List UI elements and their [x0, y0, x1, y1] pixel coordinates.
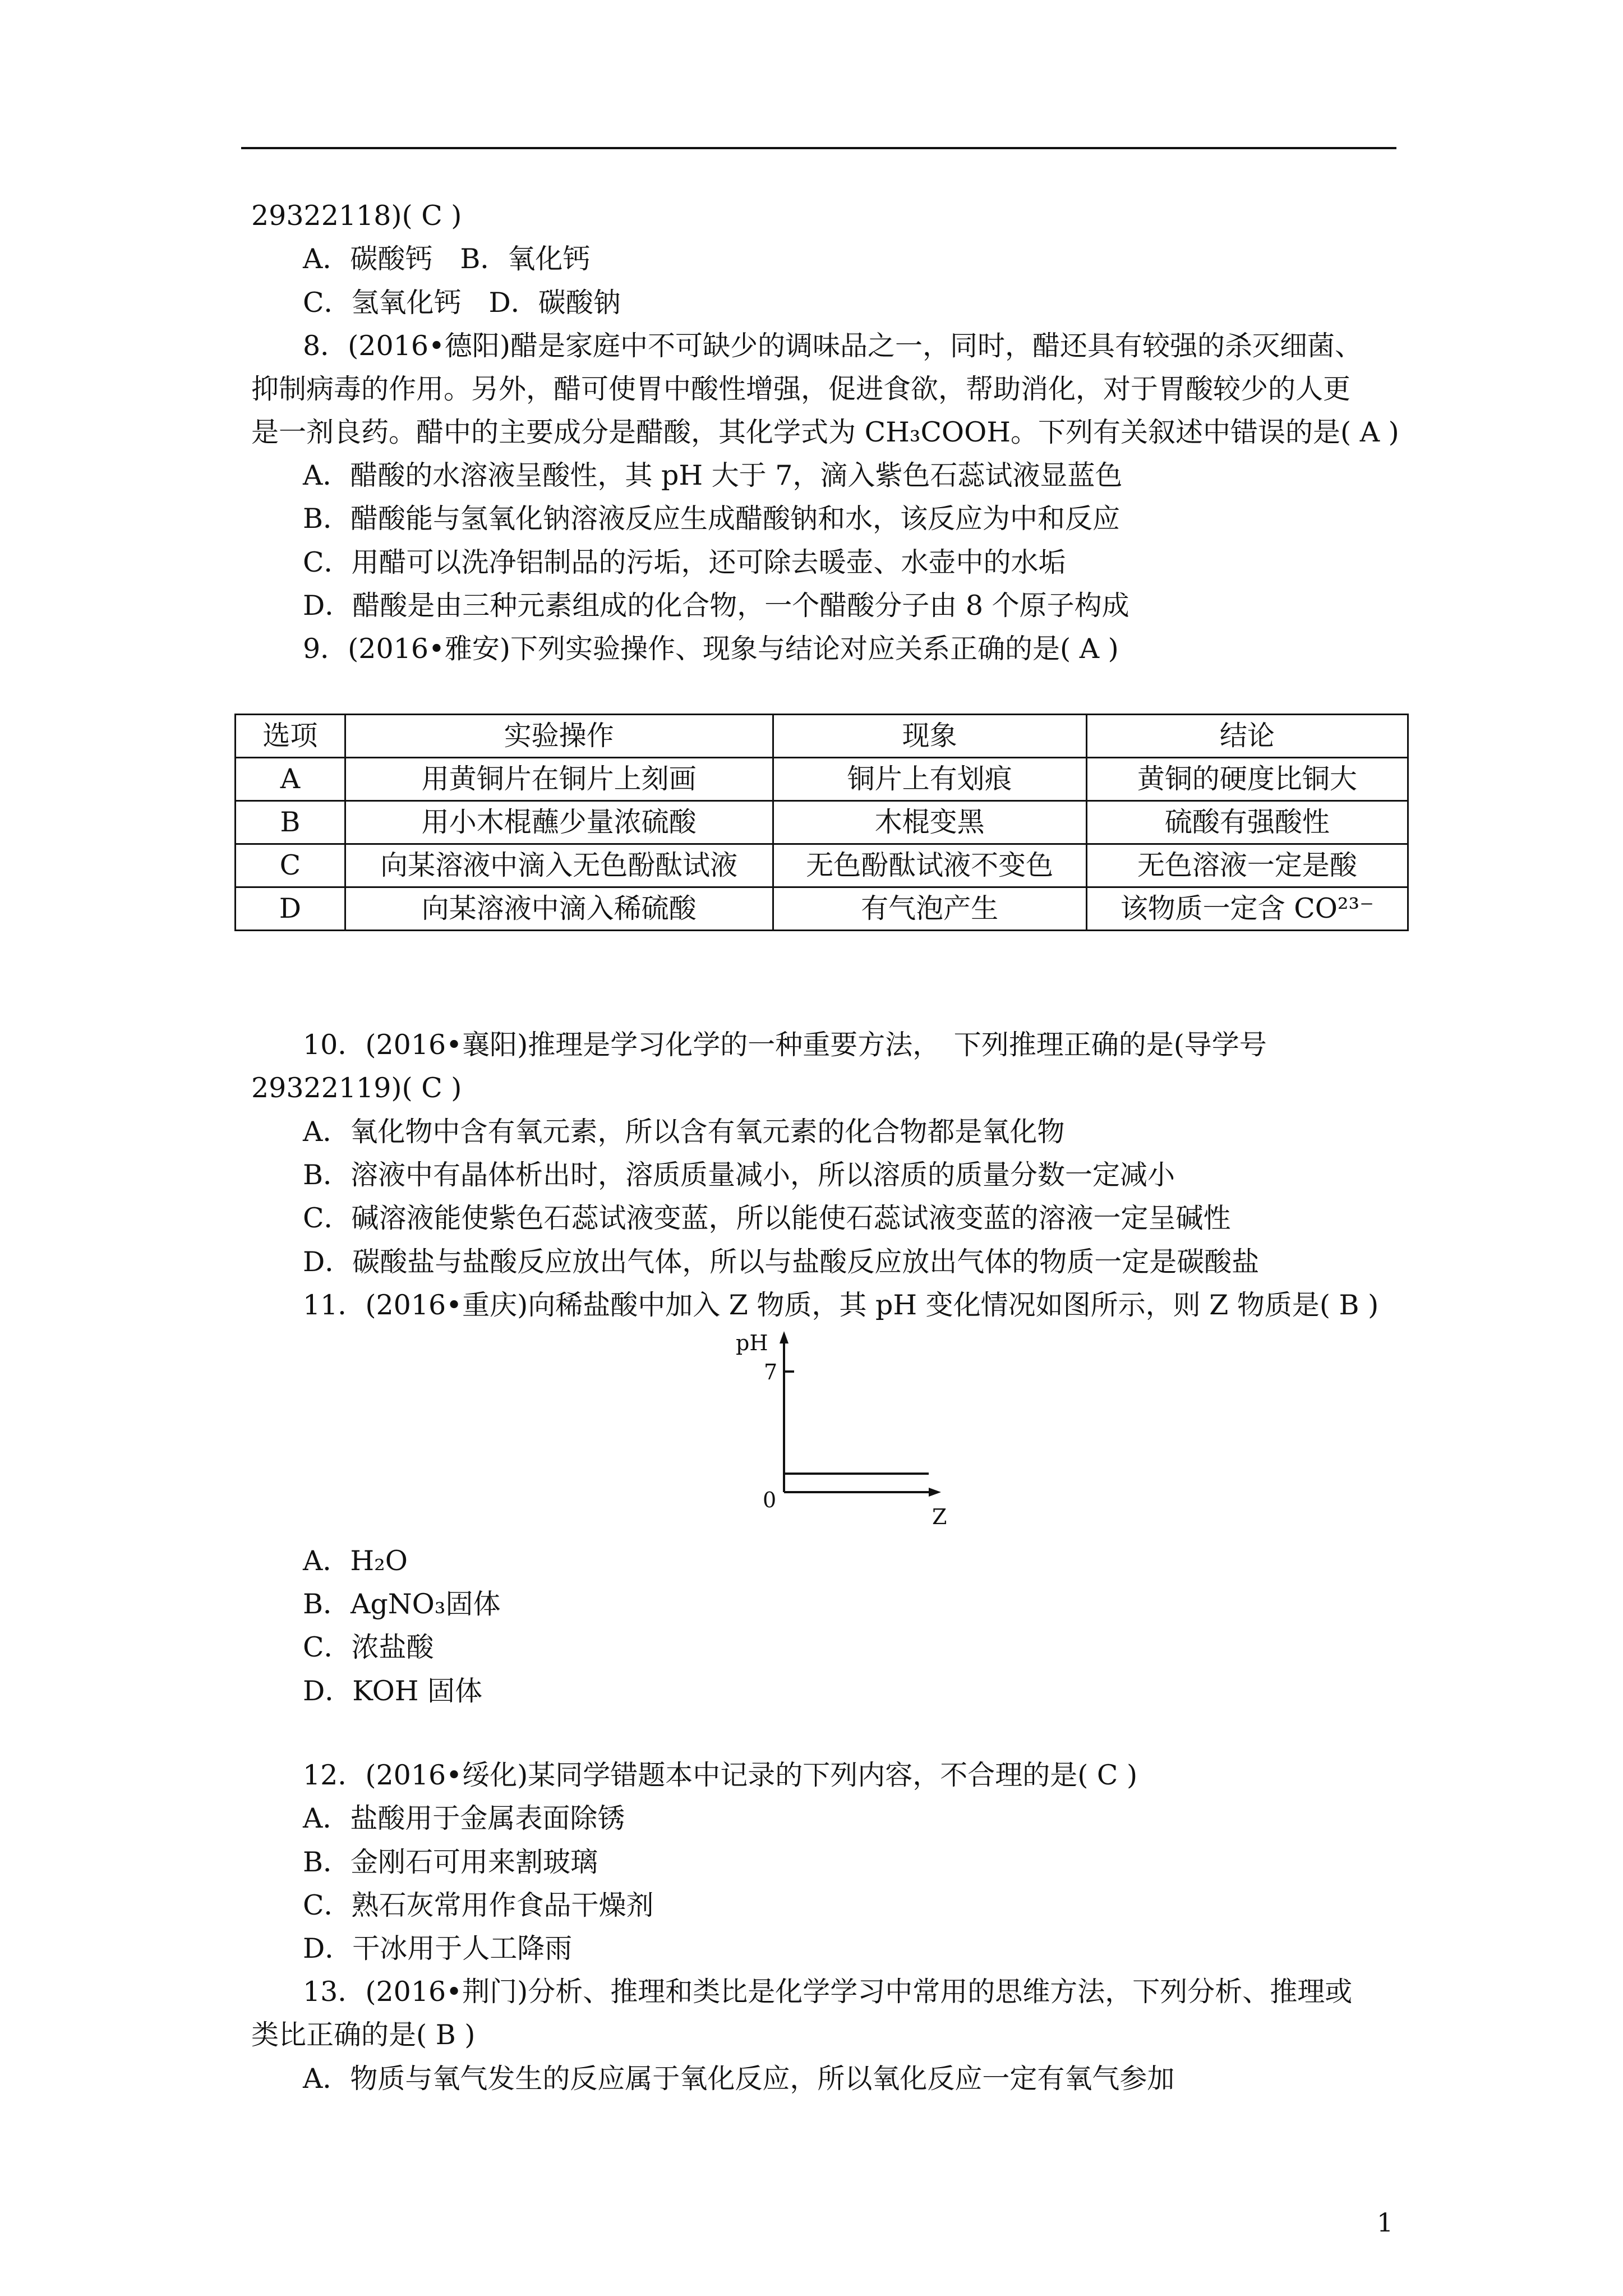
q10-option-c: C．碱溶液能使紫色石蕊试液变蓝，所以能使石蕊试液变蓝的溶液一定呈碱性: [303, 1202, 1231, 1234]
table-row: [236, 801, 1408, 844]
table-header-cell: 实验操作: [345, 715, 773, 758]
header-rule: [241, 147, 1396, 149]
table-cell: 木棍变黑: [773, 801, 1086, 844]
q11-stem: 11．(2016•重庆)向稀盐酸中加入 Z 物质，其 pH 变化情况如图所示，则 Z 物质是( B ): [303, 1289, 1379, 1321]
q10-option-d: D．碳酸盐与盐酸反应放出气体，所以与盐酸反应放出气体的物质一定是碳酸盐: [303, 1246, 1260, 1278]
q12-stem: 12．(2016•绥化)某同学错题本中记录的下列内容，不合理的是( C ): [303, 1759, 1138, 1791]
q8-stem-line1: 8．(2016•德阳)醋是家庭中不可缺少的调味品之一，同时，醋还具有较强的杀灭细菌、: [303, 330, 1363, 362]
table-cell: C: [236, 844, 345, 887]
x-axis-arrow: [929, 1488, 941, 1497]
q7-options-ab: A．碳酸钙 B．氧化钙: [303, 243, 591, 275]
q8-option-c: C．用醋可以洗净铝制品的污垢，还可除去暖壶、水壶中的水垢: [303, 546, 1066, 578]
table-cell: 无色酚酞试液不变色: [773, 844, 1086, 887]
q13-option-a: A．物质与氧气发生的反应属于氧化反应，所以氧化反应一定有氧气参加: [303, 2063, 1175, 2095]
q7-options-cd: C．氢氧化钙 D．碳酸钠: [303, 287, 621, 319]
q13-stem-line1: 13．(2016•荆门)分析、推理和类比是化学学习中常用的思维方法，下列分析、推理或: [303, 1976, 1353, 2008]
table-cell: 用黄铜片在铜片上刻画: [345, 758, 773, 801]
q12-option-d: D．干冰用于人工降雨: [303, 1932, 573, 1964]
q7-number-tail: 29322118)( C ): [251, 200, 462, 232]
table-header-cell: 选项: [236, 715, 345, 758]
table-row: [236, 887, 1408, 931]
q8-stem-line3: 是一剂良药。醋中的主要成分是醋酸，其化学式为 CH₃COOH。下列有关叙述中错误的是( A ): [251, 416, 1399, 448]
table-cell: 无色溶液一定是酸: [1086, 844, 1408, 887]
q12-option-c: C．熟石灰常用作食品干燥剂: [303, 1889, 654, 1921]
table-row: [236, 844, 1408, 887]
q8-option-d: D．醋酸是由三种元素组成的化合物，一个醋酸分子由 8 个原子构成: [303, 590, 1129, 622]
q13-stem-line2: 类比正确的是( B ): [251, 2019, 476, 2051]
q10-option-a: A．氧化物中含有氧元素，所以含有氧元素的化合物都是氧化物: [303, 1116, 1065, 1148]
y-tick-label: 7: [764, 1360, 778, 1384]
table-cell: 铜片上有划痕: [773, 758, 1086, 801]
table-row: [236, 758, 1408, 801]
q8-stem-line2: 抑制病毒的作用。另外，醋可使胃中酸性增强，促进食欲，帮助消化，对于胃酸较少的人更: [251, 373, 1351, 405]
table-cell: D: [236, 887, 345, 931]
q9-table: [234, 714, 1409, 931]
q10-stem-line2: 29322119)( C ): [251, 1072, 462, 1104]
q10-stem-line1: 10．(2016•襄阳)推理是学习化学的一种重要方法， 下列推理正确的是(导学号: [303, 1029, 1267, 1061]
table-cell: 向某溶液中滴入无色酚酞试液: [345, 844, 773, 887]
q11-option-a: A．H₂O: [303, 1545, 408, 1577]
table-cell: 该物质一定含 CO²³⁻: [1086, 887, 1408, 931]
y-axis-arrow: [780, 1331, 789, 1343]
q8-option-a: A．醋酸的水溶液呈酸性，其 pH 大于 7，滴入紫色石蕊试液显蓝色: [303, 459, 1123, 491]
table-cell: 用小木棍蘸少量浓硫酸: [345, 801, 773, 844]
q11-option-b: B．AgNO₃固体: [303, 1588, 501, 1620]
table-cell: B: [236, 801, 345, 844]
table-header-cell: 结论: [1086, 715, 1408, 758]
ph-graph: [735, 1321, 970, 1534]
q11-option-c: C．浓盐酸: [303, 1631, 434, 1663]
q8-option-b: B．醋酸能与氢氧化钠溶液反应生成醋酸钠和水，该反应为中和反应: [303, 503, 1121, 535]
table-header-cell: 现象: [773, 715, 1086, 758]
y-axis-label: pH: [736, 1331, 768, 1355]
q11-option-d: D．KOH 固体: [303, 1675, 483, 1707]
table-header-row: [236, 715, 1408, 758]
origin-label: 0: [763, 1488, 777, 1512]
x-axis-label: Z: [932, 1504, 947, 1529]
table-cell: A: [236, 758, 345, 801]
page-number: 1: [1377, 2207, 1394, 2238]
table-cell: 向某溶液中滴入稀硫酸: [345, 887, 773, 931]
q12-option-a: A．盐酸用于金属表面除锈: [303, 1802, 625, 1834]
q10-option-b: B．溶液中有晶体析出时，溶质质量减小，所以溶质的质量分数一定减小: [303, 1159, 1175, 1191]
q12-option-b: B．金刚石可用来割玻璃: [303, 1846, 598, 1878]
table-cell: 硫酸有强酸性: [1086, 801, 1408, 844]
q9-stem: 9．(2016•雅安)下列实验操作、现象与结论对应关系正确的是( A ): [303, 633, 1119, 665]
table-cell: 有气泡产生: [773, 887, 1086, 931]
table-cell: 黄铜的硬度比铜大: [1086, 758, 1408, 801]
